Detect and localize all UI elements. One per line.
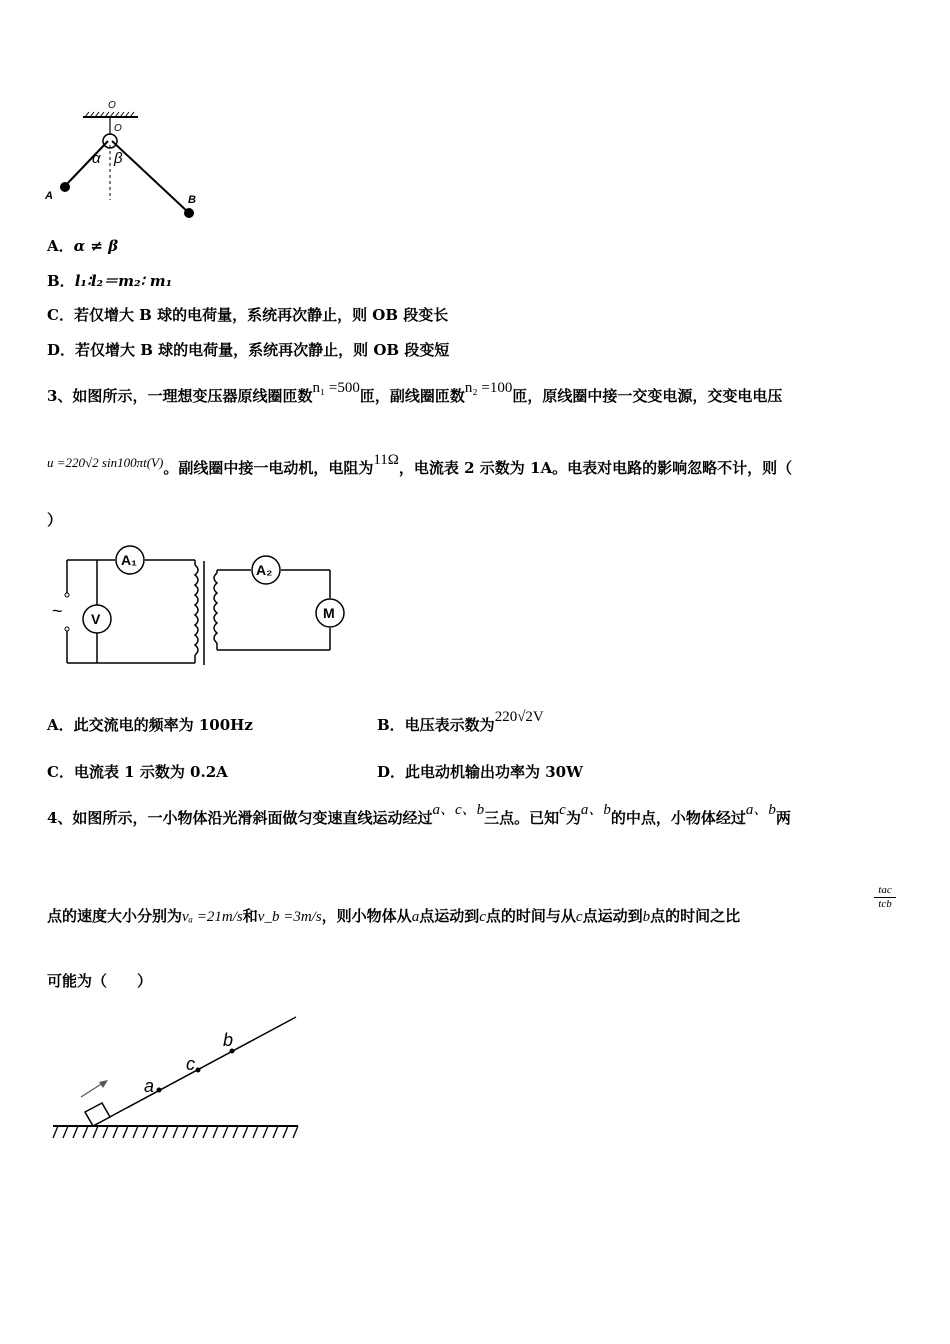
q4-stem-line2: 点的速度大小分别为vₐ =21m/s和v_b =3m/s，则小物体从a点运动到c点的时间与从c点运动到b点的时间之比: [47, 907, 741, 925]
q3-stem-line2: u =220√2 sin100πt(V)。副线圈中接一电动机，电阻为11Ω，电流表 2 示数为 1A。电表对电路的影响忽略不计，则（: [47, 452, 793, 477]
n2-expression: n₂ =100: [464, 380, 513, 396]
resistance-expression: 11Ω: [373, 452, 399, 468]
label-b: B: [188, 194, 196, 206]
figure-pendulum: [40, 95, 220, 235]
time-ratio-fraction: tac tcb: [874, 884, 896, 911]
label-o-top: O: [108, 100, 116, 111]
ball-b: [184, 208, 194, 218]
velocity-arrowhead: [99, 1080, 108, 1088]
q4-stem-line3: 可能为（ ）: [47, 972, 153, 990]
q3-stem-line3: ）: [47, 511, 63, 529]
ground-hatch: [53, 1126, 298, 1138]
velocity-a: vₐ =21m/s: [182, 909, 243, 925]
angle-beta: β: [114, 150, 123, 167]
string-ob: [112, 141, 189, 213]
ammeter-a1-label: A₁: [121, 552, 137, 568]
q3-option-b: B．电压表示数为220√2V: [377, 709, 544, 734]
ball-a: [60, 182, 70, 192]
ac-source-symbol: ~: [52, 601, 63, 621]
label-point-c: c: [186, 1054, 195, 1074]
q2-option-c-text: 若仅增大 B 球的电荷量，系统再次静止，则 OB 段变长: [73, 306, 449, 324]
terminal-top: [65, 593, 69, 597]
velocity-b: v_b =3m/s: [257, 909, 322, 925]
terminal-bottom: [65, 627, 69, 631]
label-point-a: a: [144, 1076, 155, 1096]
n1-expression: n₁ =500: [312, 380, 360, 396]
label-o: O: [114, 123, 122, 134]
point-a: [157, 1088, 162, 1093]
q3-stem-line1: 3、如图所示，一理想变压器原线圈匝数n₁ =500匝，副线圈匝数n₂ =100匝，原线圈中接一交变电源，交变电电压: [47, 380, 783, 405]
figure-incline: [48, 1010, 308, 1145]
q2-option-a-text: α ≠ β: [73, 237, 119, 255]
q3-option-c: C．电流表 1 示数为 0.2A: [47, 763, 228, 781]
voltage-expression: u =220√2 sin100πt(V): [47, 455, 164, 470]
ammeter-a2-label: A₂: [256, 562, 273, 578]
q2-option-d-text: 若仅增大 B 球的电荷量，系统再次静止，则 OB 段变短: [75, 341, 450, 359]
voltmeter-v-label: V: [91, 611, 101, 627]
voltmeter-reading: 220√2V: [494, 709, 544, 725]
q2-option-a: A．α ≠ β: [47, 237, 119, 255]
q2-option-d: D．若仅增大 B 球的电荷量，系统再次静止，则 OB 段变短: [47, 341, 450, 359]
q3-option-d: D．此电动机输出功率为 30W: [377, 763, 583, 781]
q4-stem-line1: 4、如图所示，一小物体沿光滑斜面做匀变速直线运动经过a、c、b三点。已知c为a、b的中点，小物体经过a、b两: [47, 802, 791, 827]
angle-alpha: α: [92, 150, 101, 167]
q2-option-c: C．若仅增大 B 球的电荷量，系统再次静止，则 OB 段变长: [47, 306, 449, 324]
q2-option-b-text: l₁∶l₂＝m₂∶ m₁: [74, 272, 173, 290]
small-block: [85, 1103, 110, 1126]
label-point-b: b: [223, 1030, 234, 1050]
label-a: A: [45, 190, 53, 202]
q3-option-a: A．此交流电的频率为 100Hz: [47, 716, 253, 734]
point-c: [196, 1068, 201, 1073]
q2-option-b: B．l₁∶l₂＝m₂∶ m₁: [47, 272, 173, 290]
motor-m-label: M: [323, 605, 335, 621]
figure-transformer-circuit: [45, 543, 365, 673]
string-oa: [65, 141, 108, 186]
